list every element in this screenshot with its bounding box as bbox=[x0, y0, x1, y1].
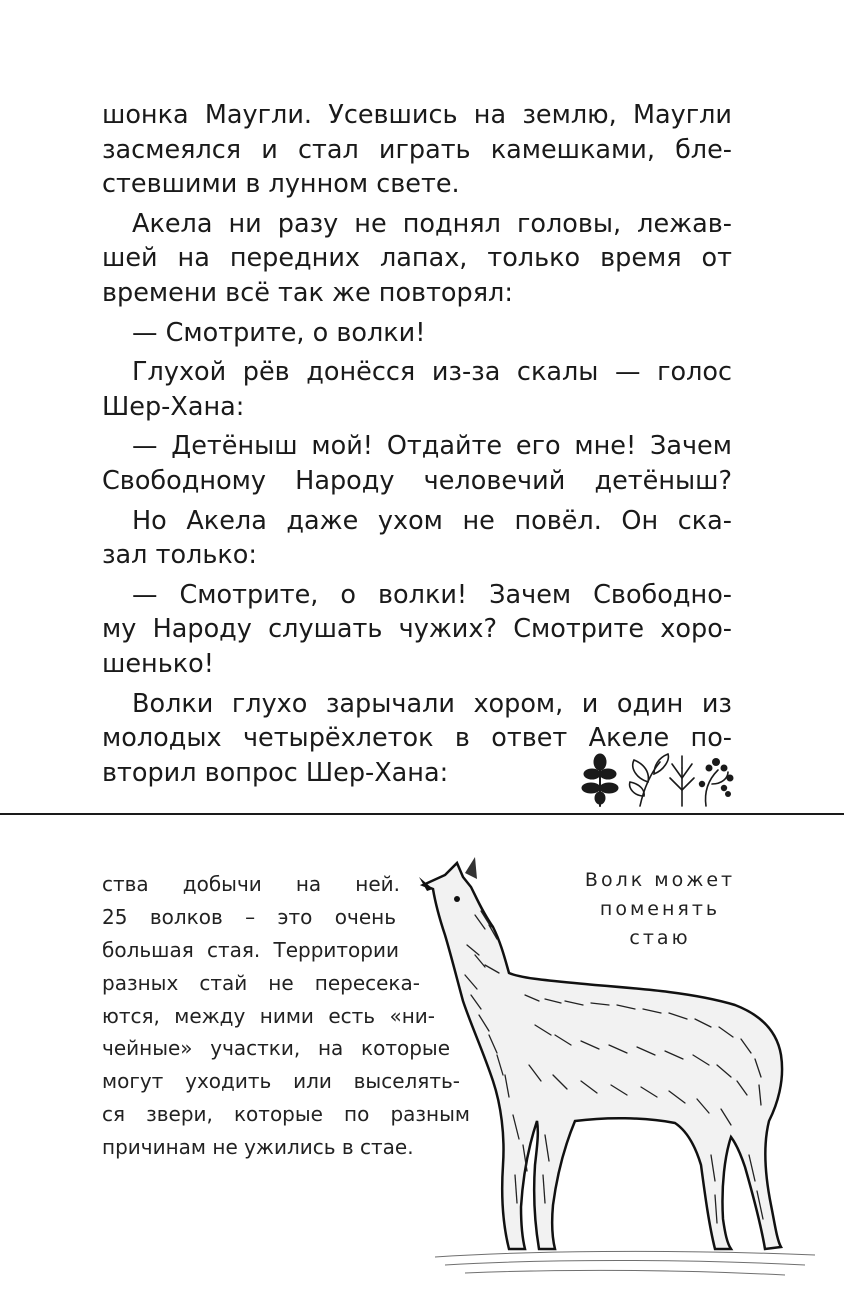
sidebar-line: причинам не ужились в стае. bbox=[102, 1135, 414, 1160]
text-line: Шер-Хана: bbox=[102, 391, 245, 422]
sidebar-line: ства добычи на ней. bbox=[102, 872, 400, 896]
sidebar-line: могут уходить или выселять- bbox=[102, 1069, 460, 1094]
text-line: — Смотрите, о волки! bbox=[132, 317, 426, 348]
text-line: Глухой рёв донёсся из-за скалы — голос bbox=[132, 357, 732, 388]
caption-line: поменять bbox=[599, 898, 721, 920]
sidebar-line: большая стая. Территории bbox=[102, 937, 399, 962]
text-line: шонка Маугли. Усевшись на землю, Маугли bbox=[102, 100, 732, 130]
text-line: — Детёныш мой! Отдайте его мне! Зачем bbox=[132, 431, 732, 462]
text-line: вторил вопрос Шер-Хана: bbox=[102, 757, 449, 788]
sidebar-line: чейные» участки, на которые bbox=[102, 1036, 450, 1061]
sidebar-line: разных стай не пересека- bbox=[102, 970, 420, 995]
text-line: шей на передних лапах, только время от bbox=[102, 243, 732, 274]
text-line: Свободному Народу человечий детёныш? bbox=[102, 465, 732, 496]
plant-sprigs-ornament bbox=[578, 748, 738, 810]
text-line: Акела ни разу не поднял головы, лежав- bbox=[132, 208, 732, 239]
text-line: шенько! bbox=[102, 648, 214, 679]
text-line: Волки глухо зарычали хором, и один из bbox=[132, 688, 732, 719]
sidebar-line: ются, между ними есть «ни- bbox=[102, 1003, 435, 1028]
sidebar-line: ся звери, которые по разным bbox=[102, 1102, 470, 1127]
howling-wolf-illustration bbox=[405, 855, 835, 1295]
sidebar-line: 25 волков – это очень bbox=[102, 904, 396, 929]
text-line: му Народу слушать чужих? Смотрите хоро- bbox=[102, 614, 732, 645]
caption-line: Волк может bbox=[584, 869, 736, 891]
text-line: засмеялся и стал играть камешками, бле- bbox=[102, 134, 732, 165]
text-line: стевшими в лунном свете. bbox=[102, 169, 460, 200]
text-line: — Смотрите, о волки! Зачем Свободно- bbox=[132, 579, 732, 610]
text-line: молодых четырёхлеток в ответ Акеле по- bbox=[102, 723, 732, 754]
section-divider bbox=[0, 813, 844, 815]
main-story-text bbox=[102, 98, 732, 790]
text-line: времени всё так же повторял: bbox=[102, 277, 513, 308]
text-line: Но Акела даже ухом не повёл. Он ска- bbox=[132, 505, 732, 536]
caption-line: стаю bbox=[629, 927, 691, 949]
text-line: зал только: bbox=[102, 540, 257, 571]
